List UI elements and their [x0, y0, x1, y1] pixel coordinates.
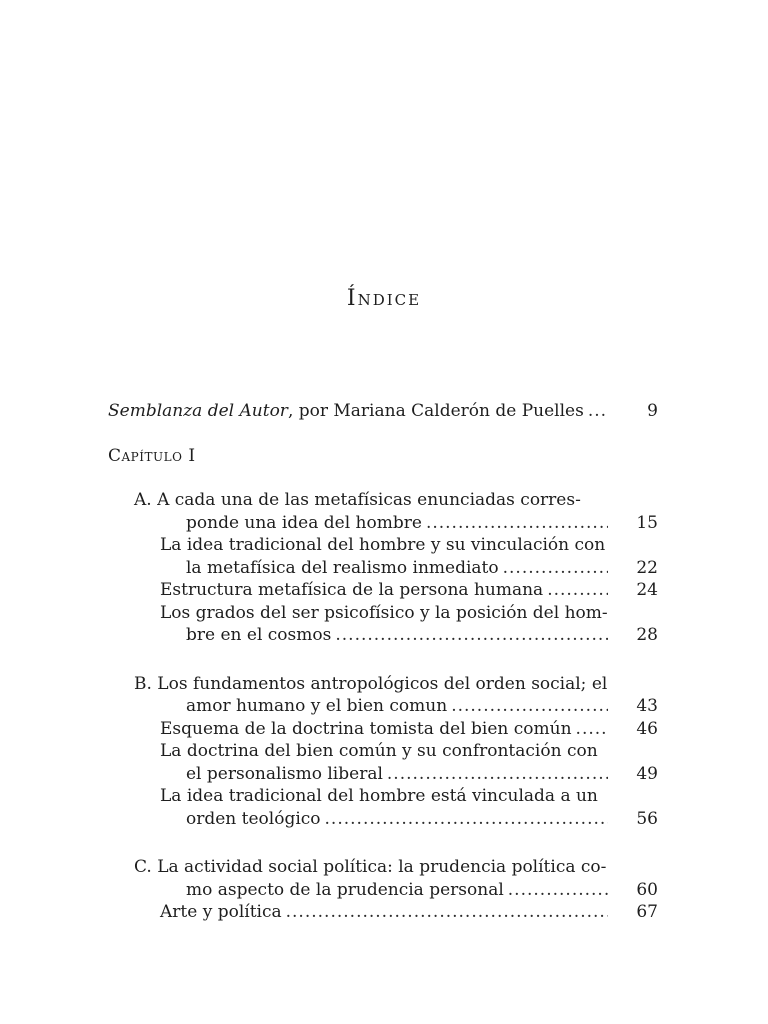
toc-entry-grados-del-ser[interactable] — [108, 624, 658, 647]
page-number: 60 — [636, 879, 658, 900]
toc-section-b — [108, 673, 658, 831]
toc-entry-orden-teologico[interactable] — [108, 808, 658, 831]
toc-entry-text: amor humano y el bien comun — [186, 696, 448, 716]
page-number: 9 — [647, 401, 658, 421]
toc-entry-text: La idea tradicional del hombre está vinculada a un — [160, 786, 598, 806]
page-number: 22 — [636, 557, 658, 578]
page-number: 24 — [636, 580, 658, 600]
toc-entry-text: Estructura metafísica de la persona humana — [160, 580, 544, 600]
dot-leader — [576, 718, 608, 741]
toc-entry-text: Los grados del ser psicofísico y la posición del hom- — [160, 602, 608, 623]
dot-leader — [286, 901, 608, 924]
toc-entry-estructura-metafisica[interactable] — [108, 579, 658, 602]
page-number: 56 — [636, 808, 658, 829]
page-title: Índice — [346, 286, 422, 311]
dot-leader — [426, 512, 608, 535]
toc-entry-text: mo aspecto de la prudencia personal — [186, 879, 504, 900]
page-number: 46 — [636, 718, 658, 739]
toc-entry-text: A. A cada una de las metafísicas enunciadas corres- — [134, 490, 581, 510]
dot-leader — [588, 400, 608, 423]
toc-entry-text: la metafísica del realismo inmediato — [186, 557, 499, 578]
page-number: 28 — [636, 625, 658, 645]
toc-entry-text: Arte y política — [160, 902, 282, 922]
toc-entry-idea-tradicional[interactable] — [108, 557, 658, 580]
toc-entry-doctrina-bien-comun[interactable] — [108, 763, 658, 786]
toc-entry-arte-y-politica[interactable] — [108, 901, 658, 924]
chapter-heading: Capítulo I — [108, 445, 196, 466]
page-number: 15 — [636, 512, 658, 533]
toc-entry-text: orden teológico — [186, 808, 321, 829]
toc-entry-semblanza[interactable] — [108, 400, 658, 423]
toc-entry-text: B. Los fundamentos antropológicos del orden social; el — [134, 673, 608, 694]
toc-section-a — [108, 489, 658, 647]
dot-leader — [508, 879, 608, 902]
toc-section-c — [108, 856, 658, 924]
dot-leader — [451, 695, 608, 718]
toc-entry-italic-title: Semblanza del Autor — [108, 401, 288, 421]
toc-entry-text: Esquema de la doctrina tomista del bien común — [160, 718, 572, 739]
toc-entry-section-c[interactable] — [108, 879, 658, 902]
dot-leader — [335, 624, 608, 647]
toc-entry-text: La doctrina del bien común y su confrontación con — [160, 741, 598, 761]
toc-entry-text: C. La actividad social política: la prudencia política co- — [134, 857, 607, 877]
toc-entry-text: La idea tradicional del hombre y su vinculación con — [160, 535, 606, 555]
toc-entry-text: el personalismo liberal — [186, 763, 383, 784]
toc-entry-esquema-doctrina[interactable] — [108, 718, 658, 741]
page-number: 49 — [636, 763, 658, 784]
dot-leader — [547, 579, 608, 602]
toc-entry-text: , por Mariana Calderón de Puelles — [287, 401, 584, 421]
page-number: 43 — [636, 696, 658, 716]
dot-leader — [387, 763, 608, 786]
toc-entry-section-a[interactable] — [108, 512, 658, 535]
dot-leader — [325, 808, 608, 831]
page-number: 67 — [636, 902, 658, 922]
dot-leader — [503, 557, 608, 580]
table-of-contents — [108, 400, 658, 924]
toc-entry-section-b[interactable] — [108, 695, 658, 718]
toc-entry-text: bre en el cosmos — [186, 625, 332, 645]
toc-entry-text: ponde una idea del hombre — [186, 512, 422, 533]
